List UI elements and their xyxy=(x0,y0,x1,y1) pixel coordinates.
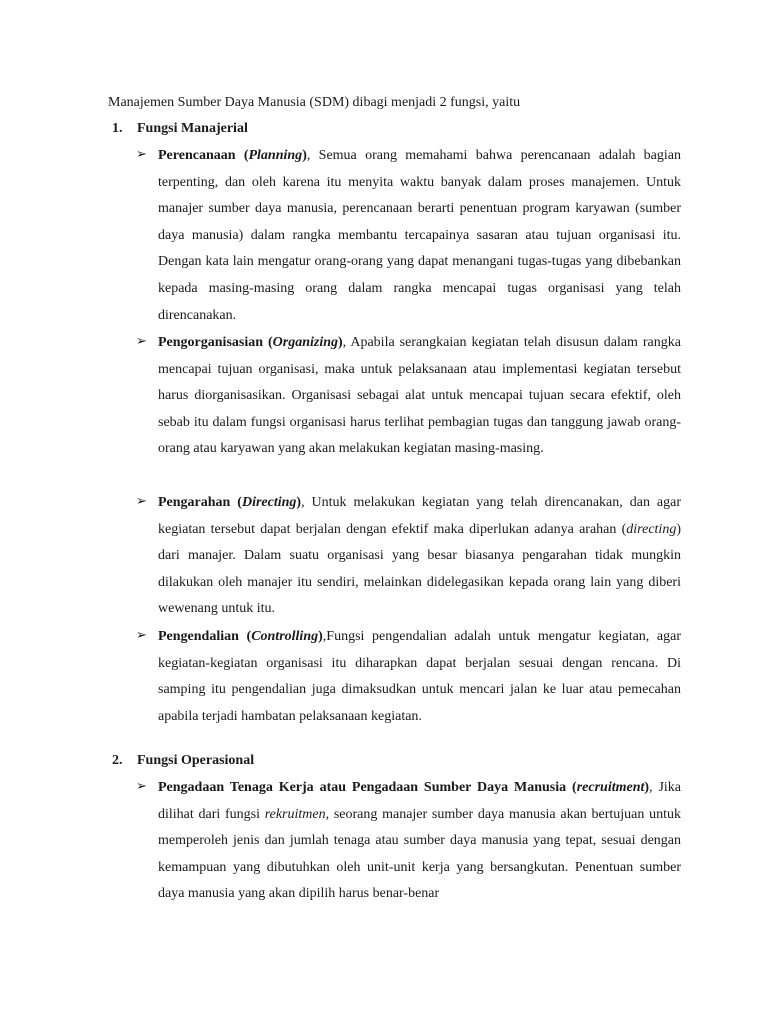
item-term: Perencanaan ( xyxy=(158,148,249,163)
list-item-pengorganisasian xyxy=(136,330,681,463)
item-text-italic: directing xyxy=(626,521,677,537)
arrow-bullet-icon: ➢ xyxy=(136,146,147,161)
item-term: Pengorganisasian ( xyxy=(158,335,273,350)
item-term-english: Controlling xyxy=(251,629,319,644)
list-item-pengendalian xyxy=(136,624,681,730)
arrow-bullet-icon: ➢ xyxy=(136,627,147,642)
item-paragraph xyxy=(158,490,681,623)
item-term-english: Directing xyxy=(241,495,297,510)
item-text-cont: ) dari manajer. Dalam suatu organisasi yang besar biasanya pengarahan tidak mungkin dilakukan oleh manajer itu sendiri, melainkan didelegasikan kepada orang lain yang diberi wewenang untuk itu. xyxy=(158,521,681,617)
intro-text: Manajemen Sumber Daya Manusia (SDM) dibagi menjadi 2 fungsi, yaitu xyxy=(108,95,521,110)
item-term-close: ) xyxy=(338,335,343,350)
item-paragraph xyxy=(158,624,681,730)
item-paragraph xyxy=(158,143,681,329)
item-text: , Semua orang memahami bahwa perencanaan adalah bagian terpenting, dan oleh karena itu menyita waktu banyak dalam proses manajemen. Untuk manajer sumber daya manusia, perencanaan berarti penentuan program karyawan (sumber daya manusia) dalam rangka membantu tercapainya sasaran atau tujuan organisasi itu. Dengan kata lain mengatur orang-orang yang dapat menangani tugas-tugas yang dibebankan kepada masing-masing orang dalam rangka mencapai tugas organisasi yang telah direncanakan. xyxy=(158,148,681,323)
section-number: 1. xyxy=(112,121,123,136)
item-text: , Jika dilihat dari fungsi xyxy=(158,780,681,822)
item-term-close: ) xyxy=(302,148,307,163)
item-term-english: Organizing xyxy=(272,335,338,350)
item-term-close: ) xyxy=(296,495,302,510)
section-heading-2 xyxy=(112,752,254,770)
section-heading-1 xyxy=(112,120,248,138)
section-number: 2. xyxy=(112,753,123,768)
item-text: , Untuk melakukan kegiatan yang telah direncanakan, dan agar kegiatan tersebut dapat berjalan dengan efektif maka diperlukan adanya arahan ( xyxy=(158,495,682,537)
list-item-pengadaan xyxy=(136,775,681,908)
list-item-perencanaan xyxy=(136,143,681,329)
item-text: , Apabila serangkaian kegiatan telah disusun dalam rangka mencapai tujuan organisasi, maka untuk pelaksanaan atau implementasi kegiatan tersebut harus diorganisasikan. Organisasi sebagai alat untuk mencapai tujuan secara efektif, oleh sebab itu dalam fungsi organisasi harus terlihat pembagian tugas dan tanggung jawab orang-orang atau karyawan yang akan melakukan kegiatan masing-masing. xyxy=(158,335,681,457)
section-title: Fungsi Operasional xyxy=(137,753,255,768)
item-term: Pengarahan ( xyxy=(158,495,242,510)
list-item-pengarahan xyxy=(136,490,681,623)
item-text-cont: , seorang manajer sumber daya manusia akan bertujuan untuk memperoleh jenis dan jumlah tenaga atau sumber daya manusia yang tepat, sesuai dengan kemampuan yang dibutuhkan oleh unit-unit kerja yang bersangkutan. Penentuan sumber daya manusia yang akan dipilih harus benar-benar xyxy=(158,806,681,902)
item-term: Pengendalian ( xyxy=(158,629,252,644)
item-paragraph xyxy=(158,775,681,908)
section-title: Fungsi Manajerial xyxy=(137,121,248,136)
item-term-close: ) xyxy=(644,780,650,795)
item-term: Pengadaan Tenaga Kerja atau Pengadaan Sumber Daya Manusia ( xyxy=(158,780,577,795)
arrow-bullet-icon: ➢ xyxy=(136,778,147,793)
item-text: ,Fungsi pengendalian adalah untuk mengatur kegiatan, agar kegiatan-kegiatan organisasi itu diharapkan dapat berjalan sesuai dengan rencana. Di samping itu pengendalian juga dimaksudkan untuk mencari jalan ke luar atau pemecahan apabila terjadi hambatan pelaksanaan kegiatan. xyxy=(158,629,681,724)
item-paragraph xyxy=(158,330,681,463)
arrow-bullet-icon: ➢ xyxy=(136,493,147,508)
item-term-english: Planning xyxy=(248,148,303,163)
item-term-close: ) xyxy=(318,629,323,644)
arrow-bullet-icon: ➢ xyxy=(136,333,147,348)
item-text-italic: rekruitmen xyxy=(264,806,326,822)
item-term-english: recruitment xyxy=(576,780,645,795)
